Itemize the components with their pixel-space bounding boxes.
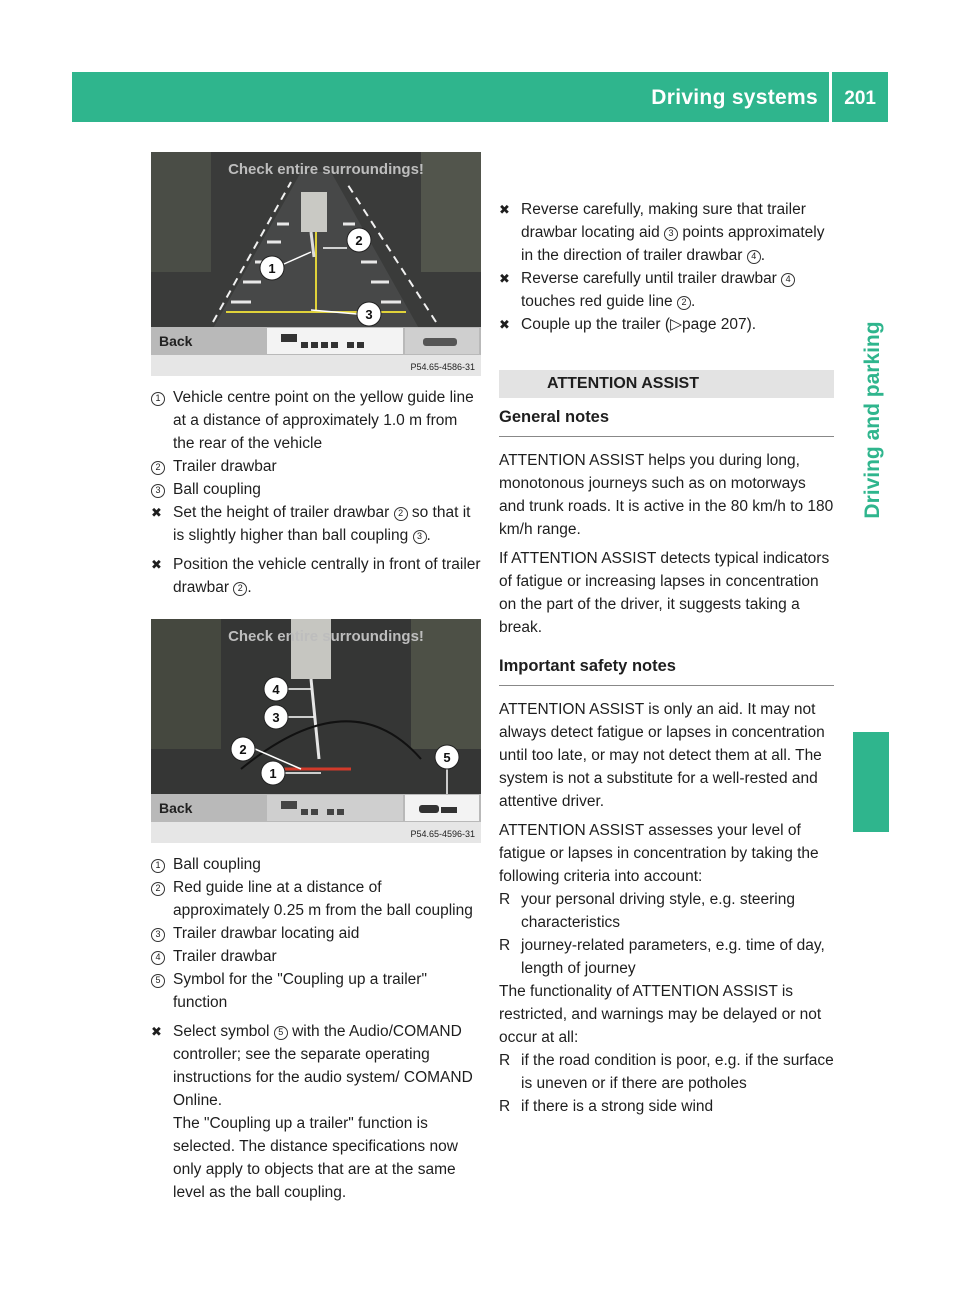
back-button-2: Back	[159, 800, 193, 816]
side-tab-label: Driving and parking	[861, 321, 884, 519]
svg-text:1: 1	[269, 766, 277, 781]
svg-text:4: 4	[272, 682, 280, 697]
condition-item: R if there is a strong side wind	[499, 1095, 834, 1118]
svg-text:3: 3	[365, 307, 373, 322]
page-ref-arrow-icon: ▷	[670, 316, 682, 333]
safety-paragraph-2: ATTENTION ASSIST assesses your level of fatigue or lapses in concentration by taking the following criteria into account:	[499, 822, 819, 885]
svg-text:2: 2	[239, 742, 247, 757]
image-code-1: P54.65-4586-31	[410, 362, 475, 372]
camera-image-1	[151, 152, 481, 376]
legend-marker-icon: 2	[151, 461, 165, 475]
step-arrow-icon: ✖	[499, 271, 510, 286]
camera-view-1	[151, 152, 481, 376]
side-tab	[862, 160, 884, 680]
legend-marker-icon: 3	[151, 928, 165, 942]
legend-marker-icon: 3	[151, 484, 165, 498]
chapter-title: Driving systems	[651, 86, 818, 109]
safety-notes-heading: Important safety notes	[499, 653, 834, 686]
svg-text:2: 2	[355, 233, 363, 248]
bullet-icon: R	[499, 891, 511, 908]
step-paragraph: The "Coupling up a trailer" function is selected. The distance specifications now only apply to objects that are at the same level as the ball coupling.	[173, 1115, 458, 1201]
legend-item-4: 4 Trailer drawbar	[151, 945, 481, 968]
step-arrow-icon: ✖	[499, 317, 510, 332]
general-paragraph-1: ATTENTION ASSIST helps you during long, monotonous journeys such as on motorways and trunk roads. It is active in the 80 km/h to 180 km/h range.	[499, 452, 834, 538]
legend-item-1: 1 Vehicle centre point on the yellow guide line at a distance of approximately 1.0 m from the rear of the vehicle	[151, 386, 481, 455]
camera-view-2	[151, 619, 481, 843]
legend-item-3: 3 Ball coupling	[151, 478, 481, 501]
general-paragraph-2: If ATTENTION ASSIST detects typical indicators of fatigue or increasing lapses in concentration on the part of the driver, it suggests taking a break.	[499, 550, 830, 636]
bullet-icon: R	[499, 937, 511, 954]
back-button-1: Back	[159, 333, 193, 349]
instruction-step: ✖ Select symbol 5 with the Audio/COMAND controller; see the separate operating instructions for the audio system/ COMAND Online. The "Coupling up a trailer" function is selected. The distance specifications now only apply to objects that are at the same level as the ball coupling.	[151, 1020, 481, 1204]
instruction-step: ✖ Couple up the trailer (▷page 207).	[499, 313, 834, 336]
page-number: 201	[844, 88, 876, 109]
page-header	[72, 72, 888, 122]
side-tab-marker	[853, 732, 889, 832]
instruction-step: ✖ Set the height of trailer drawbar 2 so that it is slightly higher than ball coupling 3 .	[151, 501, 481, 547]
legend-marker-icon: 2	[151, 882, 165, 896]
bullet-icon: R	[499, 1052, 511, 1069]
step-arrow-icon: ✖	[151, 557, 162, 572]
header-divider	[829, 72, 832, 122]
right-column	[499, 152, 834, 1118]
restricted-paragraph: The functionality of ATTENTION ASSIST is restricted, and warnings may be delayed or not occur at all:	[499, 983, 822, 1046]
overlay-warning-2: Check entire surroundings!	[228, 628, 424, 645]
legend-marker-icon: 5	[151, 974, 165, 988]
general-notes-heading: General notes	[499, 404, 834, 437]
safety-paragraph-1: ATTENTION ASSIST is only an aid. It may not always detect fatigue or lapses in concentration until too late, or may not detect them at all. The system is not a substitute for a well-rested and attentive driver.	[499, 701, 825, 810]
criteria-item: R journey-related parameters, e.g. time of day, length of journey	[499, 934, 834, 980]
legend-item-5: 5 Symbol for the "Coupling up a trailer" function	[151, 968, 481, 1014]
legend-marker-icon: 1	[151, 392, 165, 406]
camera-image-2	[151, 619, 481, 843]
overlay-warning-1: Check entire surroundings!	[228, 161, 424, 178]
step-arrow-icon: ✖	[151, 1024, 162, 1039]
step-arrow-icon: ✖	[151, 505, 162, 520]
instruction-step: ✖ Reverse carefully until trailer drawbar 4 touches red guide line 2 .	[499, 267, 834, 313]
step-arrow-icon: ✖	[499, 202, 510, 217]
legend-item-2: 2 Red guide line at a distance of approximately 0.25 m from the ball coupling	[151, 876, 481, 922]
svg-text:5: 5	[443, 750, 451, 765]
svg-text:3: 3	[272, 710, 280, 725]
section-title: ATTENTION ASSIST	[499, 370, 834, 398]
legend-item-2: 2 Trailer drawbar	[151, 455, 481, 478]
instruction-step: ✖ Position the vehicle centrally in front of trailer drawbar 2 .	[151, 553, 481, 599]
image-code-2: P54.65-4596-31	[410, 829, 475, 839]
instruction-step: ✖ Reverse carefully, making sure that trailer drawbar locating aid 3 points approximately in the direction of trailer drawbar 4 .	[499, 198, 834, 267]
page-reference-link[interactable]: page 207	[681, 316, 747, 333]
car-icon	[423, 338, 457, 346]
bullet-icon: R	[499, 1098, 511, 1115]
svg-text:1: 1	[268, 261, 276, 276]
legend-marker-icon: 4	[151, 951, 165, 965]
legend-item-3: 3 Trailer drawbar locating aid	[151, 922, 481, 945]
condition-item: R if the road condition is poor, e.g. if the surface is uneven or if there are potholes	[499, 1049, 834, 1095]
legend-item-1: 1 Ball coupling	[151, 853, 481, 876]
criteria-item: R your personal driving style, e.g. steering characteristics	[499, 888, 834, 934]
legend-marker-icon: 1	[151, 859, 165, 873]
left-column	[151, 152, 481, 1204]
